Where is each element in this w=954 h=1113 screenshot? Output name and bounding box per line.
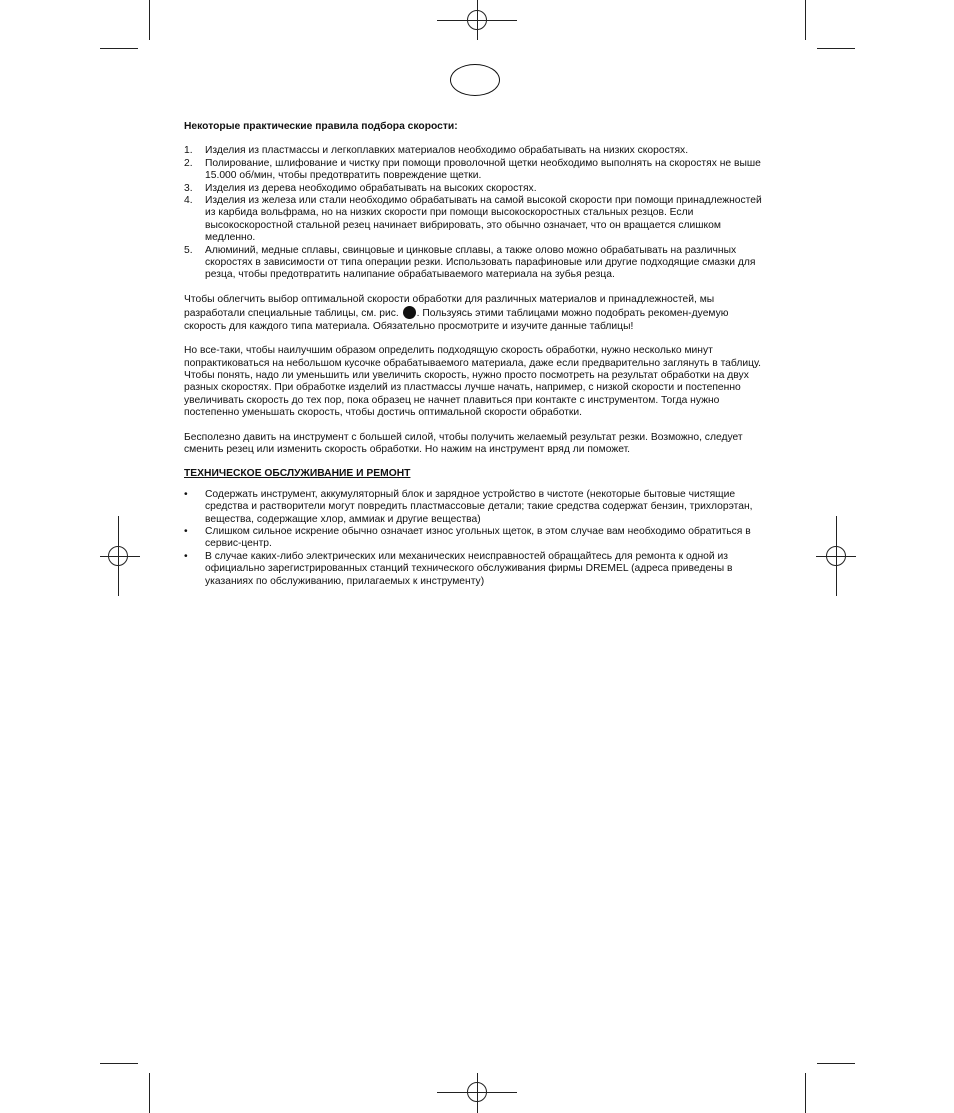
list-number: 2. [184, 157, 193, 169]
document-body [184, 121, 772, 588]
list-item [184, 145, 772, 157]
bullet-icon: • [184, 525, 188, 537]
list-item [184, 245, 772, 282]
crop-mark [100, 48, 138, 49]
bullet-icon: • [184, 488, 188, 500]
list-text: Слишком сильное искрение обычно означает износ угольных щеток, в этом случае вам необходимо обратиться в сервис-центр. [205, 525, 751, 550]
registration-line [477, 0, 478, 40]
crop-mark [817, 48, 855, 49]
crop-mark [149, 0, 150, 40]
list-number: 4. [184, 195, 193, 207]
list-text: Содержать инструмент, аккумуляторный блок и зарядное устройство в чистоте (некоторые бытовые чистящие средства и растворители могут повредить пластмассовые детали; такие средства содержат бензин, трихлорэтан, вещества, содержащие хлор, аммиак и другие вещества) [205, 488, 753, 525]
list-number: 5. [184, 244, 193, 256]
crop-mark [149, 1073, 150, 1113]
registration-line [477, 1073, 478, 1113]
speed-rules-heading: Некоторые практические правила подбора скорости: [184, 121, 458, 132]
list-text: Изделия из пластмассы и легкоплавких материалов необходимо обрабатывать на низких скоростях. [205, 145, 689, 157]
list-text: Изделия из дерева необходимо обрабатывать на высоких скоростях. [205, 182, 537, 194]
page-number-oval [450, 64, 500, 96]
list-item [184, 195, 772, 245]
bullet-icon: • [184, 550, 188, 562]
list-number: 3. [184, 182, 193, 194]
maintenance-heading: ТЕХНИЧЕСКОЕ ОБСЛУЖИВАНИЕ И РЕМОНТ [184, 468, 411, 480]
crop-mark [805, 0, 806, 40]
crop-mark [805, 1073, 806, 1113]
list-text: Изделия из железа или стали необходимо обрабатывать на самой высокой скорости при помощи принадлежностей из карбида вольфрама, но на низких скорости при помощи высокоскоростных стальных резцов. Если высокоскоростной стальной резец начинает вибрировать, это обычно означает, что он вращается слишком медленно. [205, 195, 762, 244]
list-item [184, 183, 772, 195]
registration-line [100, 556, 140, 557]
pressure-paragraph: Бесполезно давить на инструмент с большей силой, чтобы получить желаемый результат резки. Возможно, следует сменить резец или изменить скорость обработки. Но нажим на инструмент вряд ли поможет. [184, 431, 743, 455]
crop-mark [100, 1063, 138, 1064]
speed-rules-list [184, 145, 772, 281]
speed-tables-paragraph [184, 294, 772, 333]
figure-reference-dot-icon [403, 306, 416, 319]
crop-mark [817, 1063, 855, 1064]
list-item [184, 489, 772, 526]
list-text: Алюминий, медные сплавы, свинцовые и цинковые сплавы, а также олово можно обрабатывать на различных скоростях в зависимости от типа операции резки. Использовать парафиновые или другие подходящие смазки для резца, чтобы предотвратить налипание обрабатываемого материала на зубья резца. [205, 244, 756, 281]
list-item [184, 158, 772, 183]
list-item [184, 526, 772, 551]
paragraph-text: . Пользуясь этими таблицами можно подобрать рекомен-дуемую скорость для каждого типа материала. Обязательно просмотрите и изучите данные таблицы! [184, 308, 729, 332]
registration-line [836, 516, 837, 596]
paragraph-text: Чтобы облегчить выбор оптимальной скорости обработки для различных материалов и принадлежностей, мы разработали специальные таблицы, см. рис. [184, 293, 715, 320]
list-text: Полирование, шлифование и чистку при помощи проволочной щетки необходимо выполнять на скоростях не выше 15.000 об/мин, чтобы предотвратить повреждение щетки. [205, 157, 761, 182]
list-item [184, 551, 772, 588]
registration-line [118, 516, 119, 596]
list-text: В случае каких-либо электрических или механических неисправностей обращайтесь для ремонта к одной из официально зарегистрированных станций технического обслуживания фирмы DREMEL (адреса приведены в указаниях по обслуживанию, прилагаемых к инструменту) [205, 550, 733, 587]
practice-paragraph: Но все-таки, чтобы наилучшим образом определить подходящую скорость обработки, нужно несколько минут попрактиковаться на небольшом кусочке обрабатываемого материала, даже если предварительно заглянуть в таблицу. Чтобы понять, надо ли уменьшить или увеличить скорость, нужно просто посмотреть на результат обработки на двух разных скоростях. При обработке изделий из пластмассы лучше начать, например, с низкой скорости и постепенно увеличивать скорость до тех пор, пока образец не начнет плавиться при контакте с инструментом. Тогда нужно постепенно уменьшать скорость, чтобы достичь оптимальной скорости обработки. [184, 345, 761, 419]
list-number: 1. [184, 145, 193, 157]
maintenance-list [184, 489, 772, 588]
